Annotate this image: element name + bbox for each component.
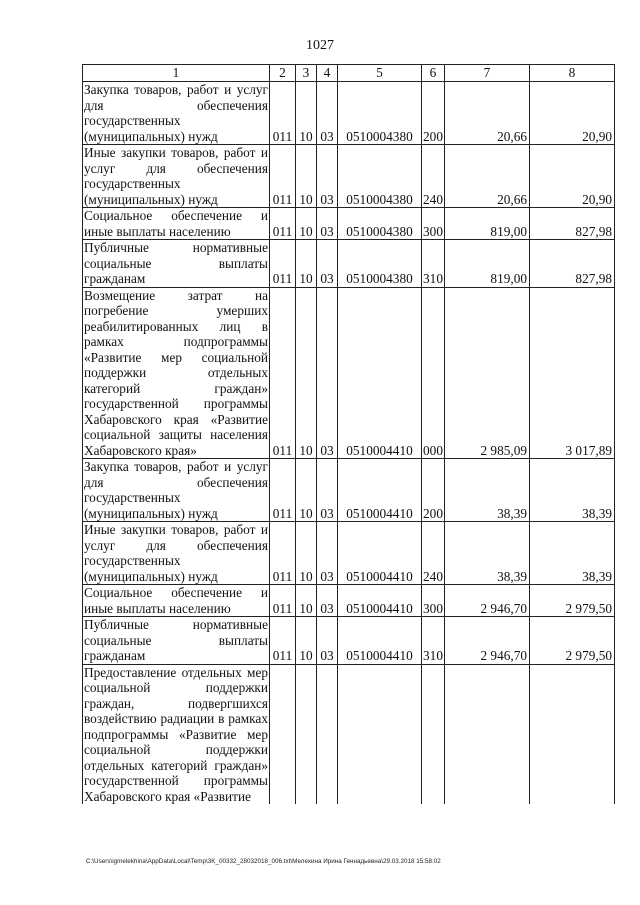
row-section (296, 664, 317, 804)
row-sum-col8: 38,39 (530, 459, 615, 522)
row-subsection: 03 (317, 522, 338, 585)
row-section: 10 (296, 617, 317, 665)
row-section: 10 (296, 208, 317, 240)
row-subsection: 03 (317, 585, 338, 617)
table-row (83, 145, 615, 208)
row-name: Социальное обеспечение и иные выплаты населению (84, 208, 268, 239)
row-sum-col7: 38,39 (445, 459, 530, 522)
row-admin-code: 011 (270, 287, 296, 459)
row-sum-col7: 2 985,09 (445, 287, 530, 459)
row-target-code: 0510004410 (338, 617, 422, 665)
row-name: Предоставление отдельных мер социальной поддержки граждан, подвергшихся воздействию радиации в рамках подпрограммы «Развитие мер социальной поддержки отдельных категорий граждан» государственной программы Хабаровского края «Развитие (84, 664, 268, 804)
row-sum-col7: 819,00 (445, 240, 530, 288)
table-row (83, 617, 615, 665)
row-section: 10 (296, 522, 317, 585)
table-row (83, 287, 615, 459)
row-sum-col7: 819,00 (445, 208, 530, 240)
row-target-code: 0510004380 (338, 208, 422, 240)
table-row (83, 585, 615, 617)
row-section: 10 (296, 459, 317, 522)
row-kind-code: 300 (422, 208, 445, 240)
row-target-code: 0510004410 (338, 585, 422, 617)
row-kind-code: 300 (422, 585, 445, 617)
column-header: 6 (422, 65, 445, 82)
table-row (83, 459, 615, 522)
row-sum-col7: 2 946,70 (445, 585, 530, 617)
row-target-code: 0510004380 (338, 82, 422, 145)
row-name: Закупка товаров, работ и услуг для обеспечения государственных (муниципальных) нужд (84, 82, 268, 144)
row-kind-code: 240 (422, 145, 445, 208)
table-row (83, 240, 615, 288)
row-sum-col8: 20,90 (530, 82, 615, 145)
column-header: 7 (445, 65, 530, 82)
row-subsection: 03 (317, 145, 338, 208)
row-target-code: 0510004410 (338, 459, 422, 522)
column-header: 4 (317, 65, 338, 82)
row-target-code: 0510004380 (338, 240, 422, 288)
row-subsection (317, 664, 338, 804)
column-header: 1 (83, 65, 270, 82)
row-sum-col8: 3 017,89 (530, 287, 615, 459)
row-sum-col8: 20,90 (530, 145, 615, 208)
row-target-code (338, 664, 422, 804)
row-subsection: 03 (317, 240, 338, 288)
row-admin-code: 011 (270, 82, 296, 145)
table-row (83, 208, 615, 240)
row-sum-col8: 827,98 (530, 240, 615, 288)
row-kind-code: 240 (422, 522, 445, 585)
row-sum-col7: 2 946,70 (445, 617, 530, 665)
page-number: 1027 (306, 38, 334, 53)
row-kind-code: 200 (422, 82, 445, 145)
row-target-code: 0510004410 (338, 287, 422, 459)
file-path-footer: C:\Users\igmelekhina\AppData\Local\Temp\3K_00332_28032018_006.txt\Мелехина Ирина Геннадьевна\29.03.2018 15:58:02 (86, 858, 441, 865)
budget-table (82, 64, 615, 804)
row-kind-code: 200 (422, 459, 445, 522)
row-section: 10 (296, 240, 317, 288)
row-admin-code: 011 (270, 459, 296, 522)
row-section: 10 (296, 82, 317, 145)
row-sum-col7: 20,66 (445, 145, 530, 208)
row-kind-code: 000 (422, 287, 445, 459)
row-section: 10 (296, 585, 317, 617)
row-kind-code: 310 (422, 617, 445, 665)
row-sum-col8 (530, 664, 615, 804)
row-name: Возмещение затрат на погребение умерших реабилитированных лиц в рамках подпрограммы «Развитие мер социальной поддержки отдельных категорий граждан» государственной программы Хабаровского края «Развитие социальной защиты населения Хабаровского края» (84, 287, 268, 458)
row-subsection: 03 (317, 617, 338, 665)
table-row (83, 82, 615, 145)
row-sum-col8: 827,98 (530, 208, 615, 240)
row-admin-code: 011 (270, 585, 296, 617)
row-sum-col7: 20,66 (445, 82, 530, 145)
row-admin-code: 011 (270, 208, 296, 240)
row-name: Социальное обеспечение и иные выплаты населению (84, 585, 268, 616)
row-sum-col7: 38,39 (445, 522, 530, 585)
row-target-code: 0510004410 (338, 522, 422, 585)
table-header-row (83, 65, 615, 82)
row-section: 10 (296, 287, 317, 459)
table-row (83, 522, 615, 585)
column-header: 2 (270, 65, 296, 82)
row-kind-code: 310 (422, 240, 445, 288)
row-admin-code (270, 664, 296, 804)
row-subsection: 03 (317, 459, 338, 522)
row-section: 10 (296, 145, 317, 208)
row-sum-col8: 38,39 (530, 522, 615, 585)
row-subsection: 03 (317, 82, 338, 145)
row-sum-col8: 2 979,50 (530, 617, 615, 665)
row-admin-code: 011 (270, 522, 296, 585)
row-admin-code: 011 (270, 240, 296, 288)
column-header: 5 (338, 65, 422, 82)
row-subsection: 03 (317, 208, 338, 240)
row-kind-code (422, 664, 445, 804)
row-admin-code: 011 (270, 617, 296, 665)
row-target-code: 0510004380 (338, 145, 422, 208)
row-subsection: 03 (317, 287, 338, 459)
row-sum-col8: 2 979,50 (530, 585, 615, 617)
row-name: Публичные нормативные социальные выплаты гражданам (84, 240, 268, 286)
row-sum-col7 (445, 664, 530, 804)
table-row (83, 664, 615, 804)
row-name: Публичные нормативные социальные выплаты гражданам (84, 617, 268, 663)
row-name: Закупка товаров, работ и услуг для обеспечения государственных (муниципальных) нужд (84, 459, 268, 521)
row-name: Иные закупки товаров, работ и услуг для обеспечения государственных (муниципальных) нужд (84, 145, 268, 207)
column-header: 8 (530, 65, 615, 82)
column-header: 3 (296, 65, 317, 82)
row-admin-code: 011 (270, 145, 296, 208)
row-name: Иные закупки товаров, работ и услуг для обеспечения государственных (муниципальных) нужд (84, 522, 268, 584)
